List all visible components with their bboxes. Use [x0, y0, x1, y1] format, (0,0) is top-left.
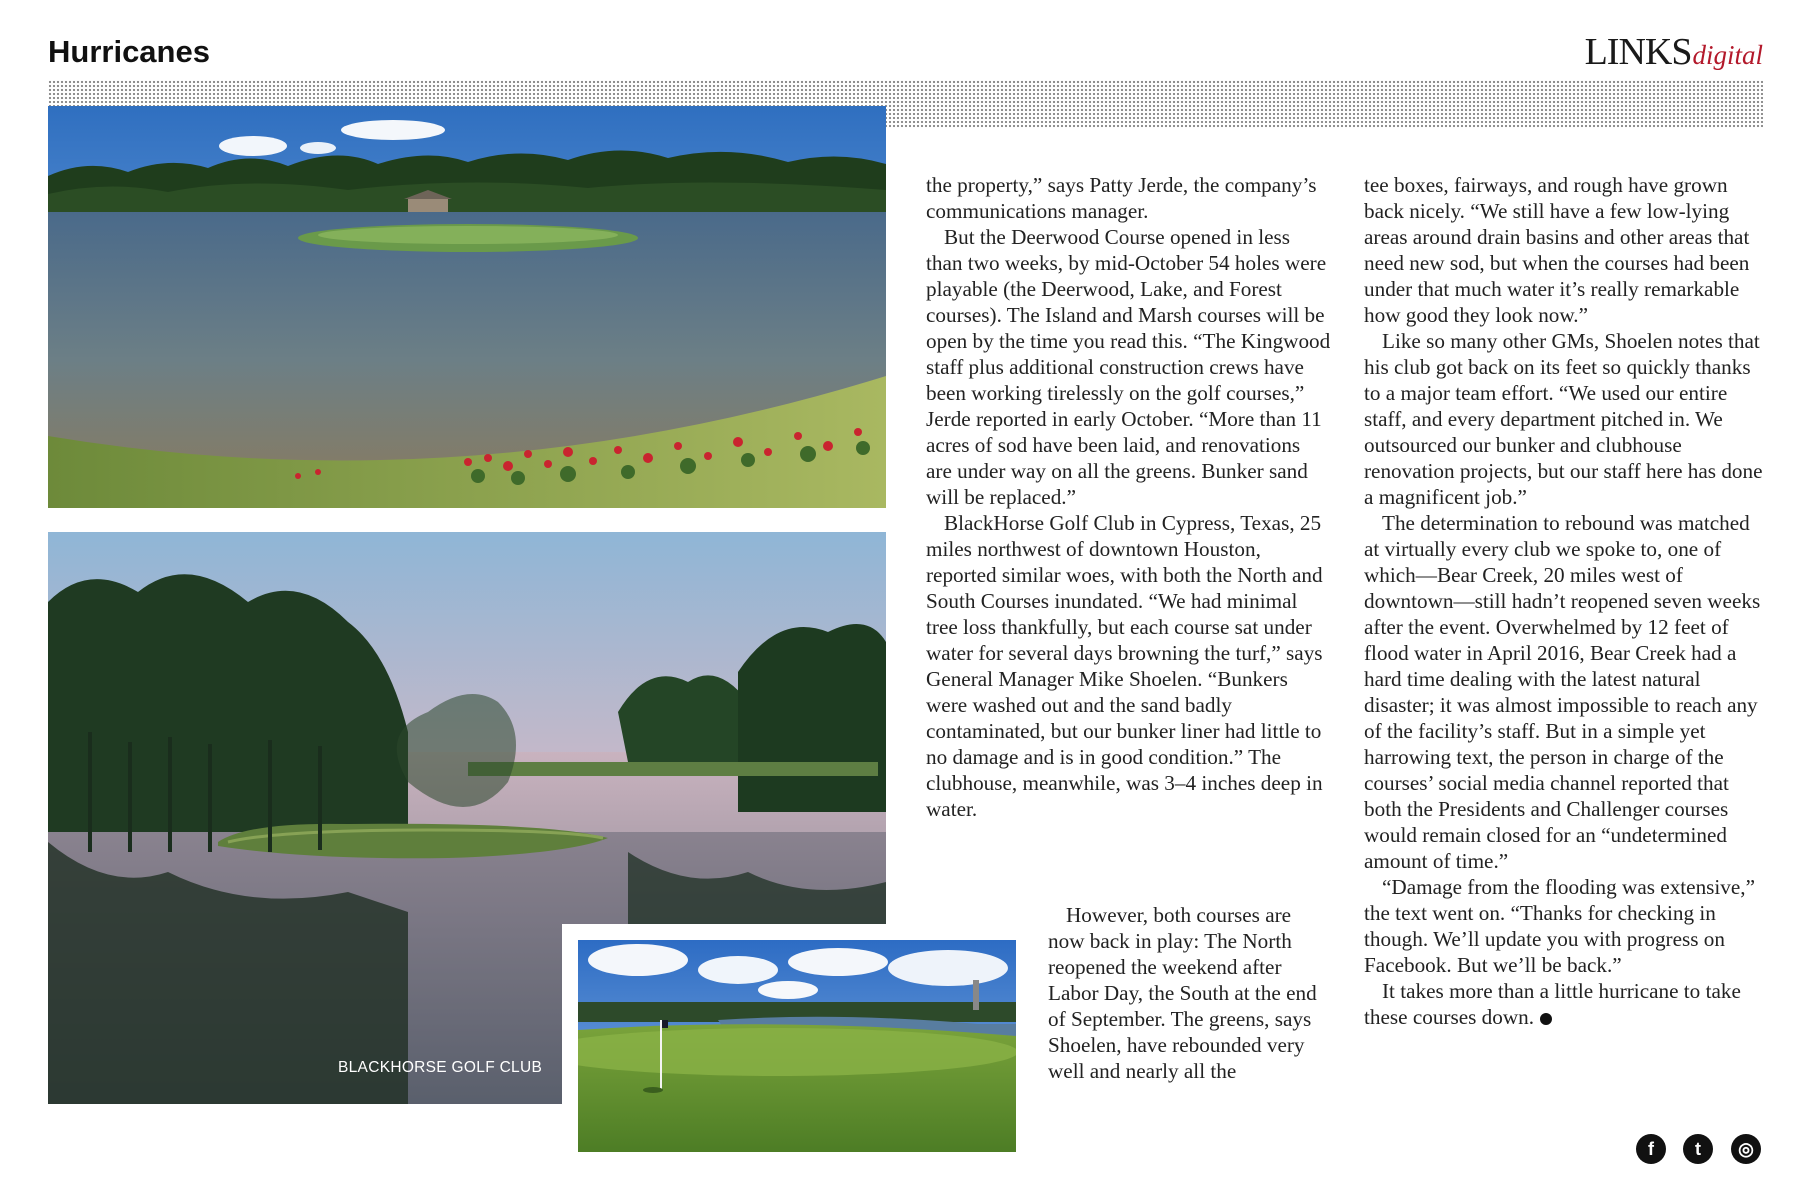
article-column-1 — [926, 172, 1331, 822]
green-flag-photo — [562, 924, 1016, 1154]
article-paragraph: “Damage from the flooding was extensive,” the text went on. “Thanks for checking in though. We’ll update you with progress on Facebook. But we’ll be back.” — [1364, 875, 1756, 977]
brand-main: LINKS — [1584, 31, 1692, 73]
brand-sub: digital — [1692, 40, 1763, 70]
article-column-2 — [1364, 172, 1766, 1030]
article-paragraph: Like so many other GMs, Shoelen notes that his club got back on its feet so quickly thanks to a major team effort. “We used our entire staff, and every department pitched in. We outsourced our bunker and clubhouse renovation projects, but our staff here has done a magnificent job.” — [1364, 329, 1763, 509]
photo-caption: BLACKHORSE GOLF CLUB — [338, 1059, 543, 1076]
article-paragraph: The determination to rebound was matched at virtually every club we spoke to, one of which—Bear Creek, 20 miles west of downtown—still hadn’t reopened seven weeks after the event. Overwhelmed by 12 feet of flood water in April 2016, Bear Creek had a hard time dealing with the latest natural disaster; it was almost impossible to reach any of the facility’s staff. But in a simple yet harrowing text, the person in charge of the courses’ social media channel reported that both the Presidents and Challenger courses would remain closed for an “undetermined amount of time.” — [1364, 511, 1761, 873]
article-paragraph: the property,” says Patty Jerde, the company’s communications manager. — [926, 173, 1317, 223]
article-paragraph: tee boxes, fairways, and rough have grown back nicely. “We still have a few low-lying areas around drain basins and other areas that need new sod, but when the courses had been under that much water it’s really remarkable how good they look now.” — [1364, 173, 1750, 327]
instagram-icon[interactable]: ◎ — [1731, 1134, 1761, 1164]
article-paragraph: But the Deerwood Course opened in less than two weeks, by mid-October 54 holes were playable (the Deerwood, Lake, and Forest courses). The Island and Marsh courses will be open by the time you read this. “The Kingwood staff plus additional construction crews have been working tirelessly on the golf courses,” Jerde reported in early October. “More than 11 acres of sod have been laid, and renovations are under way on all the greens. Bunker sand will be replaced.” — [926, 225, 1331, 509]
end-mark-icon: L — [1540, 1013, 1552, 1025]
article-paragraph: However, both courses are now back in play: The North reopened the weekend after Labor Day, the South at the end of September. The greens, says Shoelen, have rebounded very well and nearly all the — [1048, 903, 1317, 1083]
flooded-course-photo — [48, 106, 886, 508]
article-column-1-wrap — [1048, 902, 1332, 1084]
section-title: Hurricanes — [48, 34, 210, 69]
article-paragraph — [1364, 978, 1766, 1030]
article-final-sentence: It takes more than a little hurricane to take these courses down. — [1364, 979, 1741, 1029]
article-paragraph: BlackHorse Golf Club in Cypress, Texas, 25 miles northwest of downtown Houston, reported similar woes, with both the North and South Courses inundated. “We had minimal tree loss thankfully, but each course sat under water for several days browning the turf,” says General Manager Mike Shoelen. “Bunkers were washed out and the sand badly contaminated, but our bunker liner had little to no damage and is in good condition.” The clubhouse, meanwhile, was 3–4 inches deep in water. — [926, 511, 1323, 821]
brand-logo — [1585, 30, 1763, 74]
facebook-icon[interactable]: f — [1636, 1134, 1666, 1164]
twitter-icon[interactable]: t — [1683, 1134, 1713, 1164]
